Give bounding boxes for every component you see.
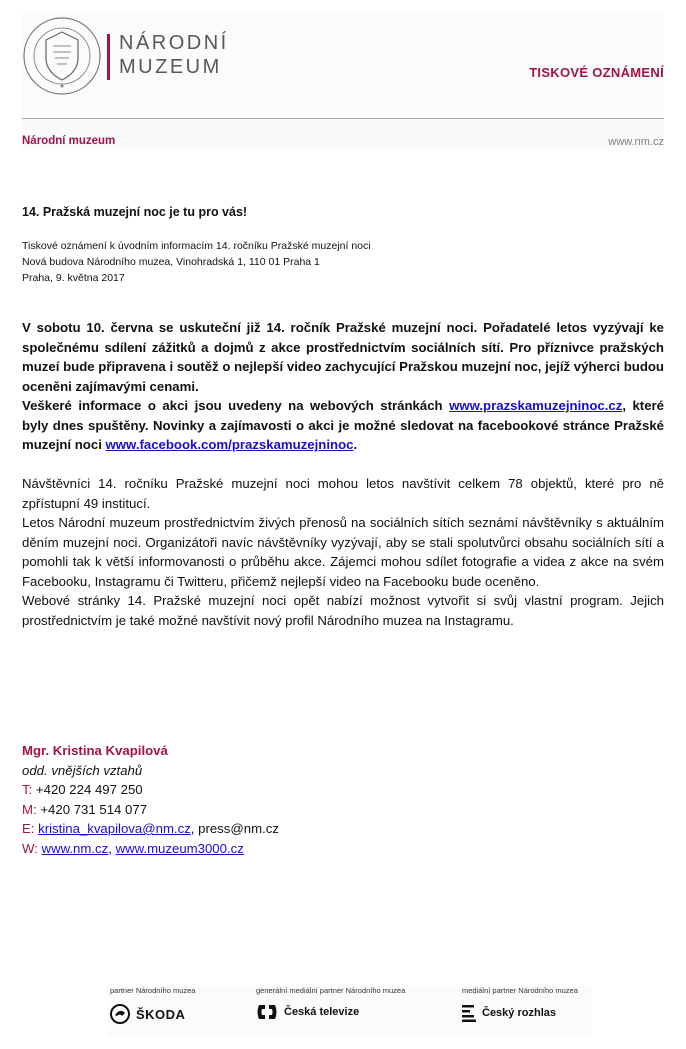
contact-department: odd. vnějších vztahů [22,762,143,778]
website-label: www.nm.cz [608,136,664,148]
press-release-label: TISKOVÉ OZNÁMENÍ [529,65,664,80]
cro-logo-icon [462,1004,476,1022]
partner-skoda [110,986,195,1024]
contact-email [22,819,279,839]
contact-web [22,839,279,859]
web-separator: , [108,840,116,856]
meta-line: Nová budova Národního muzea, Vinohradská 1, 110 01 Praha 1 [22,256,320,268]
logo-accent-bar [107,34,110,80]
body-paragraph: Návštěvníci 14. ročníku Pražské muzejní noci mohou letos navštívit celkem 78 objektů, které pro ně zpřístupní 49 institucí. [22,476,664,511]
lead-paragraph: V sobotu 10. června se uskuteční již 14. ročník Pražské muzejní noci. Pořadatelé letos vyzývají ke společnému sdílení zážitků a dojmů z akce prostřednictvím sociálních sítí. Pro příznivce pražských muzeí bude připravena i soutěž o nejlepší video zachycující Pražskou muzejní noc, jejíž výherci budou oceněni zajímavými cenami. [22,320,664,394]
mobile-label: M: [22,801,37,817]
phone-number: +420 224 497 250 [32,782,143,797]
partner-caption: generální mediální partner Národního muzea [256,986,406,995]
email-rest: , press@nm.cz [190,821,279,836]
release-meta [22,238,371,286]
web-link-nm[interactable]: www.nm.cz [41,840,109,856]
event-website-link[interactable]: www.prazskamuzejninoc.cz [449,398,623,413]
contact-mobile [22,800,279,820]
contact-phone [22,780,279,800]
subheader-band [22,119,664,149]
mobile-number: +420 731 514 077 [36,801,148,817]
partner-ceska-televize [256,986,405,1020]
body-paragraph: Letos Národní muzeum prostřednictvím živých přenosů na sociálních sítích seznámí návštěvníky s aktuálním děním muzejní noci. Organizátoři navíc návštěvníky vyzývají, aby se stali spolutvůrci obsahu sociálních sítí a pomohli tak k větší informovanosti o průběhu akce. Zájemci mohou sdílet fotografie a videa z akce na svém Facebooku, Instagramu či Twitteru, přičemž nejlepší video na Facebooku bude oceněno. [22,515,664,589]
email-label: E: [22,821,35,836]
partner-name: Česká televize [284,1006,360,1018]
partner-cesky-rozhlas [462,986,578,1022]
page-title: 14. Pražská muzejní noc je tu pro vás! [22,205,248,219]
skoda-logo-icon [110,1004,130,1024]
web-link-muzeum3000[interactable]: www.muzeum3000.cz [115,840,244,856]
partners-footer [108,986,592,1036]
meta-line: Praha, 9. května 2017 [22,272,125,284]
contact-name: Mgr. Kristina Kvapilová [22,743,168,758]
partner-caption: mediální partner Národního muzea [462,986,578,995]
phone-label: T: [22,782,33,797]
web-label: W: [22,840,38,856]
museum-logo [119,31,229,79]
body-paragraph: Webové stránky 14. Pražské muzejní noci opět nabízí možnost vytvořit si svůj vlastní program. Jejich prostřednictvím je také možné navštívit nový profil Národního muzea na Instagramu. [22,593,664,628]
lead-info-text: . [353,437,358,452]
partner-caption: partner Národního muzea [110,986,196,995]
museum-seal-icon [22,16,102,96]
partner-logo [462,1004,578,1022]
facebook-page-link[interactable]: www.facebook.com/prazskamuzejninoc [105,437,354,452]
lead-info-text: , které byly dnes spuštěny. Novinky a zajímavosti o akci je možné sledovat na facebookové stránce Pražské muzejní noci [22,398,664,452]
partner-logo [110,1004,195,1024]
email-link[interactable]: kristina_kvapilova@nm.cz [38,821,191,836]
article-body [22,318,664,630]
meta-line: Tiskové oznámení k úvodním informacím 14. ročníku Pražské muzejní noci [22,240,371,252]
logo-line-1: NÁRODNÍ [119,32,229,54]
lead-info-text: Veškeré informace o akci jsou uvedeny na webových stránkách [22,398,450,413]
partner-name: Český rozhlas [482,1007,556,1019]
partner-name: ŠKODA [136,1006,186,1022]
paragraph-spacer [22,455,664,475]
contact-block [22,741,279,858]
lead-info-paragraph [22,396,664,455]
logo-line-2: MUZEUM [119,56,222,78]
museum-name: Národní muzeum [22,135,116,147]
partner-logo [256,1004,405,1020]
ct-logo-icon [256,1004,278,1020]
